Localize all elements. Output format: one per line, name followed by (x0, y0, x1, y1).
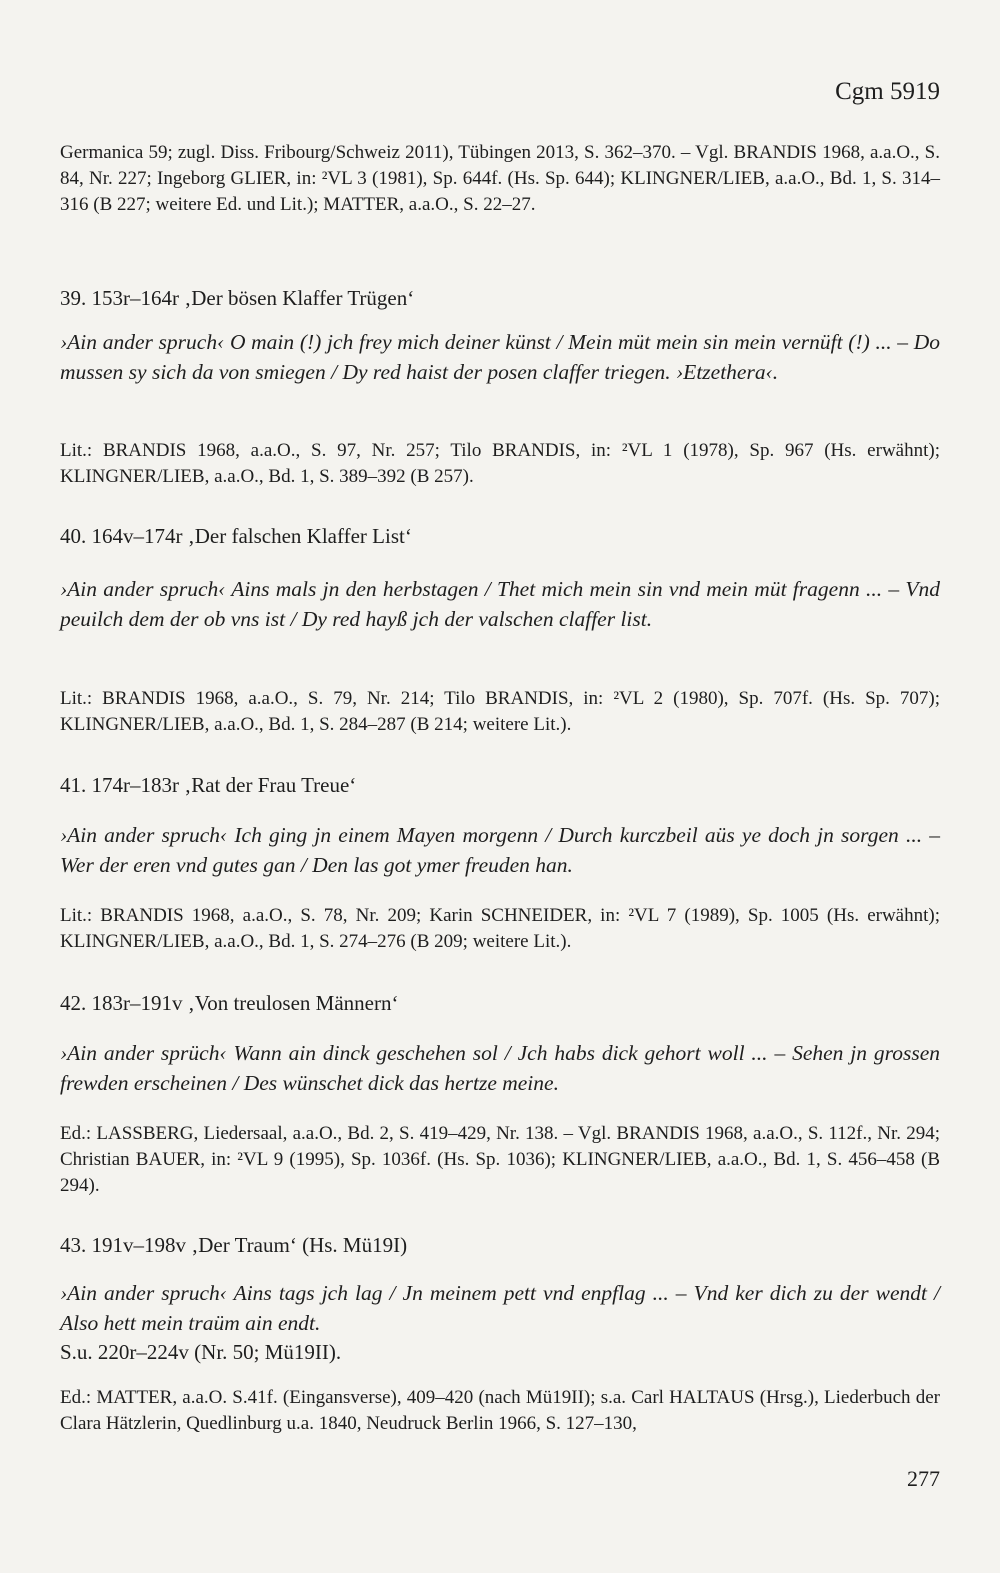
entry-43-literature: Ed.: MATTER, a.a.O. S.41f. (Eingansverse), 409–420 (nach Mü19II); s.a. Carl HALTAUS (Hrsg.), Liederbuch der Clara Hätzlerin, Quedlinburg u.a. 1840, Neudruck Berlin 1966, S. 127–130, (60, 1387, 940, 1434)
intro-literature: Germanica 59; zugl. Diss. Fribourg/Schweiz 2011), Tübingen 2013, S. 362–370. – Vgl. BRANDIS 1968, a.a.O., S. 84, Nr. 227; Ingeborg GLIER, in: ²VL 3 (1981), Sp. 644f. (Hs. Sp. 644); KLINGNER/LIEB, a.a.O., Bd. 1, S. 314–316 (B 227; weitere Ed. und Lit.); MATTER, a.a.O., S. 22–27. (60, 142, 940, 215)
entry-40-incipit: ›Ain ander spruch‹ Ains mals jn den herbstagen / Thet mich mein sin vnd mein müt fragenn ... – Vnd peuilch dem der ob vns ist / Dy red hayß jch der valschen claffer list. (60, 577, 940, 631)
entry-42-incipit: ›Ain ander sprüch‹ Wann ain dinck geschehen sol / Jch habs dick gehort woll ... – Sehen jn grossen frewden erscheinen / Des wünschet dick das hertze meine. (60, 1041, 940, 1095)
entry-43-incipit: ›Ain ander spruch‹ Ains tags jch lag / Jn meinem pett vnd enpflag ... – Vnd ker dich zu der wendt / Also hett mein traüm ain endt. (60, 1281, 940, 1335)
entry-41-literature: Lit.: BRANDIS 1968, a.a.O., S. 78, Nr. 209; Karin SCHNEIDER, in: ²VL 7 (1989), Sp. 1005 (Hs. erwähnt); KLINGNER/LIEB, a.a.O., Bd. 1, S. 274–276 (B 209; weitere Lit.). (60, 905, 940, 952)
running-head: Cgm 5919 (835, 78, 940, 105)
entry-43-cross-reference: S.u. 220r–224v (Nr. 50; Mü19II). (60, 1340, 342, 1364)
entry-40-heading: 40. 164v–174r ‚Der falschen Klaffer List‘ (60, 524, 412, 548)
entry-39-incipit: ›Ain ander spruch‹ O main (!) jch frey mich deiner künst / Mein müt mein sin mein vernüft (!) ... – Do mussen sy sich da von smiegen / Dy red haist der posen claffer triegen. ›Etzethera‹. (60, 330, 940, 384)
entry-40-literature: Lit.: BRANDIS 1968, a.a.O., S. 79, Nr. 214; Tilo BRANDIS, in: ²VL 2 (1980), Sp. 707f. (Hs. Sp. 707); KLINGNER/LIEB, a.a.O., Bd. 1, S. 284–287 (B 214; weitere Lit.). (60, 688, 940, 735)
entry-42-literature: Ed.: LASSBERG, Liedersaal, a.a.O., Bd. 2, S. 419–429, Nr. 138. – Vgl. BRANDIS 1968, a.a.O., S. 112f., Nr. 294; Christian BAUER, in: ²VL 9 (1995), Sp. 1036f. (Hs. Sp. 1036); KLINGNER/LIEB, a.a.O., Bd. 1, S. 456–458 (B 294). (60, 1123, 940, 1196)
entry-41-heading: 41. 174r–183r ‚Rat der Frau Treue‘ (60, 773, 357, 797)
entry-43-heading: 43. 191v–198v ‚Der Traum‘ (Hs. Mü19I) (60, 1233, 408, 1257)
page-number: 277 (907, 1466, 940, 1491)
entry-41-incipit: ›Ain ander spruch‹ Ich ging jn einem Mayen morgenn / Durch kurczbeil aüs ye doch jn sorgen ... – Wer der eren vnd gutes gan / Den las got ymer freuden han. (60, 823, 940, 877)
document-page (60, 0, 940, 1573)
entry-39-heading: 39. 153r–164r ‚Der bösen Klaffer Trügen‘ (60, 286, 415, 310)
entry-42-heading: 42. 183r–191v ‚Von treulosen Männern‘ (60, 991, 399, 1015)
entry-39-literature: Lit.: BRANDIS 1968, a.a.O., S. 97, Nr. 257; Tilo BRANDIS, in: ²VL 1 (1978), Sp. 967 (Hs. erwähnt); KLINGNER/LIEB, a.a.O., Bd. 1, S. 389–392 (B 257). (60, 440, 940, 487)
